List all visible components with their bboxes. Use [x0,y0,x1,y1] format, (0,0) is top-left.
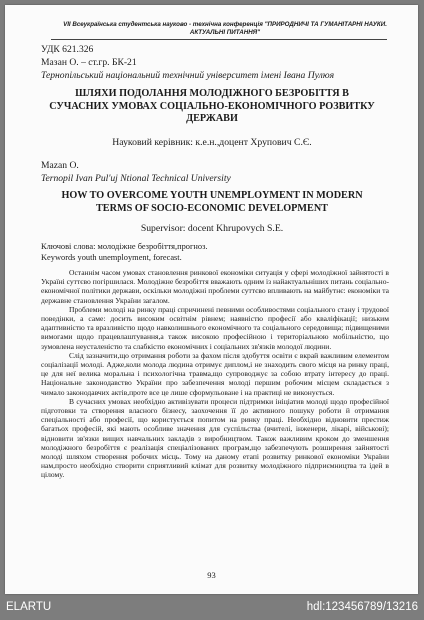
title-ua [37,88,387,126]
page-number: 93 [207,570,216,580]
keywords-ua: Ключові слова: молодіжне безробіття,прогноз. [41,242,208,251]
title-ua-line-2: СУЧАСНИХ УМОВАХ СОЦІАЛЬНО-ЕКОНОМІЧНОГО РОЗВИТКУ [49,100,375,112]
author-ua: Мазан О. – ст.гр. БК-21 [41,57,137,68]
conference-header-line-2: АКТУАЛЬНІ ПИТАННЯ" [189,28,261,36]
paragraph-2: Проблеми молоді на ринку праці спричинені певними особливостями соціального стану і трудової поведінки, а саме: досить високим освітнім рівнем; наявністю професії або кваліфікації; низьким адаптивністю та вразливістю щодо навколишнього економічного та соціального середовища; підвищеними вимогами щодо працевлаштування,а також високою професійною і територіальною мобільністю, що зумовлена неусталеністю та слабкістю економічних і соціальних зв'язків молодої людини. [41,304,389,351]
footer-repository-label: ELARTU [6,601,52,613]
title-ua-line-1: ШЛЯХИ ПОДОЛАННЯ МОЛОДІЖНОГО БЕЗРОБІТТЯ В [75,88,349,99]
paragraph-3: Слід зазначити,що отримання роботи за фахом після здобуття освіти є вкрай важливим елементом соціалізації молоді. Адже,коли молода людина отримує диплом,і не знаходить свого місця на ринку праці, це для неї велика моральна і психологічна травма,що супроводжує за собою втрату інтересу до праці. Національне законодавство України про забезпечення молоді першим робочим місцем складається з чимало законодавчих актів,проте все це лише сформульоване і на практиці не виконується. [41,350,389,397]
paragraph-4: В сучасних умовах необхідно активізувати процеси підтримки ініціатив молоді щодо професійної підготовки та створення власного бізнесу, заохочення її до активного пошуку роботи й отримання спеціальності або професії, що користується попитом на ринку праці. Необхідно відновити престиж багатьох професій, які мають особливе значення для суспільства (вчителі, інженери, лікарі, військові); відновити зв'язки вищих навчальних закладів з виробництвом. Також важливим кроком до зменшення молодіжного безробіття є реалізація спеціалізованих програм,що забезпечують розширення зайнятості молоді шляхом створення робочих місць. Тому на даному етапі розвитку ринкової економіки України нам,просто необхідно створити сприятливий клімат для розвитку молодіжного підприємництва та ідей в цілому. [41,396,389,480]
title-ua-line-3: ДЕРЖАВИ [186,113,238,124]
title-en [37,190,387,215]
supervisor-ua: Науковий керівник: к.е.н.,доцент Хрупович С.Є. [112,137,312,148]
header-rule [51,39,387,40]
author-en: Mazan O. [41,160,79,171]
affiliation-ua: Тернопільський національний технічний університет імені Івана Пулюя [41,70,335,81]
document-page [5,5,418,594]
conference-header [60,21,390,37]
title-en-line-1: HOW TO OVERCOME YOUTH UNEMPLOYMENT IN MODERN [61,190,363,201]
affiliation-en: Ternopil Ivan Pul'uj Ntional Technical University [41,173,231,184]
body-text [41,268,389,480]
conference-header-line-1: VII Всеукраїнська студентська науково - технічна конференція "ПРИРОДНИЧІ ТА ГУМАНІТАРНІ НАУКИ. [63,21,387,28]
footer-bar [0,596,424,620]
paragraph-1: Останнім часом умовах становлення ринкової економіки ситуація у сфері молодіжної зайнятості в Україні суттєво погіршилася. Молодіжне безробіття вважають одним із найактуальніших питань соціально-економічної політики держави, оскільки молодіжні проблеми суттєво впливають на майбутнє: економіки та державне становлення України загалом. [41,268,389,305]
supervisor-en: Supervisor: docent Khrupovych S.E. [140,223,284,234]
footer-handle: hdl:123456789/13216 [306,601,418,613]
keywords-en: Keywords youth unemployment, forecast. [41,253,182,262]
udc-code: УДК 621.326 [41,44,94,55]
title-en-line-2: TERMS OF SOCIO-ECONOMIC DEVELOPMENT [96,202,328,214]
